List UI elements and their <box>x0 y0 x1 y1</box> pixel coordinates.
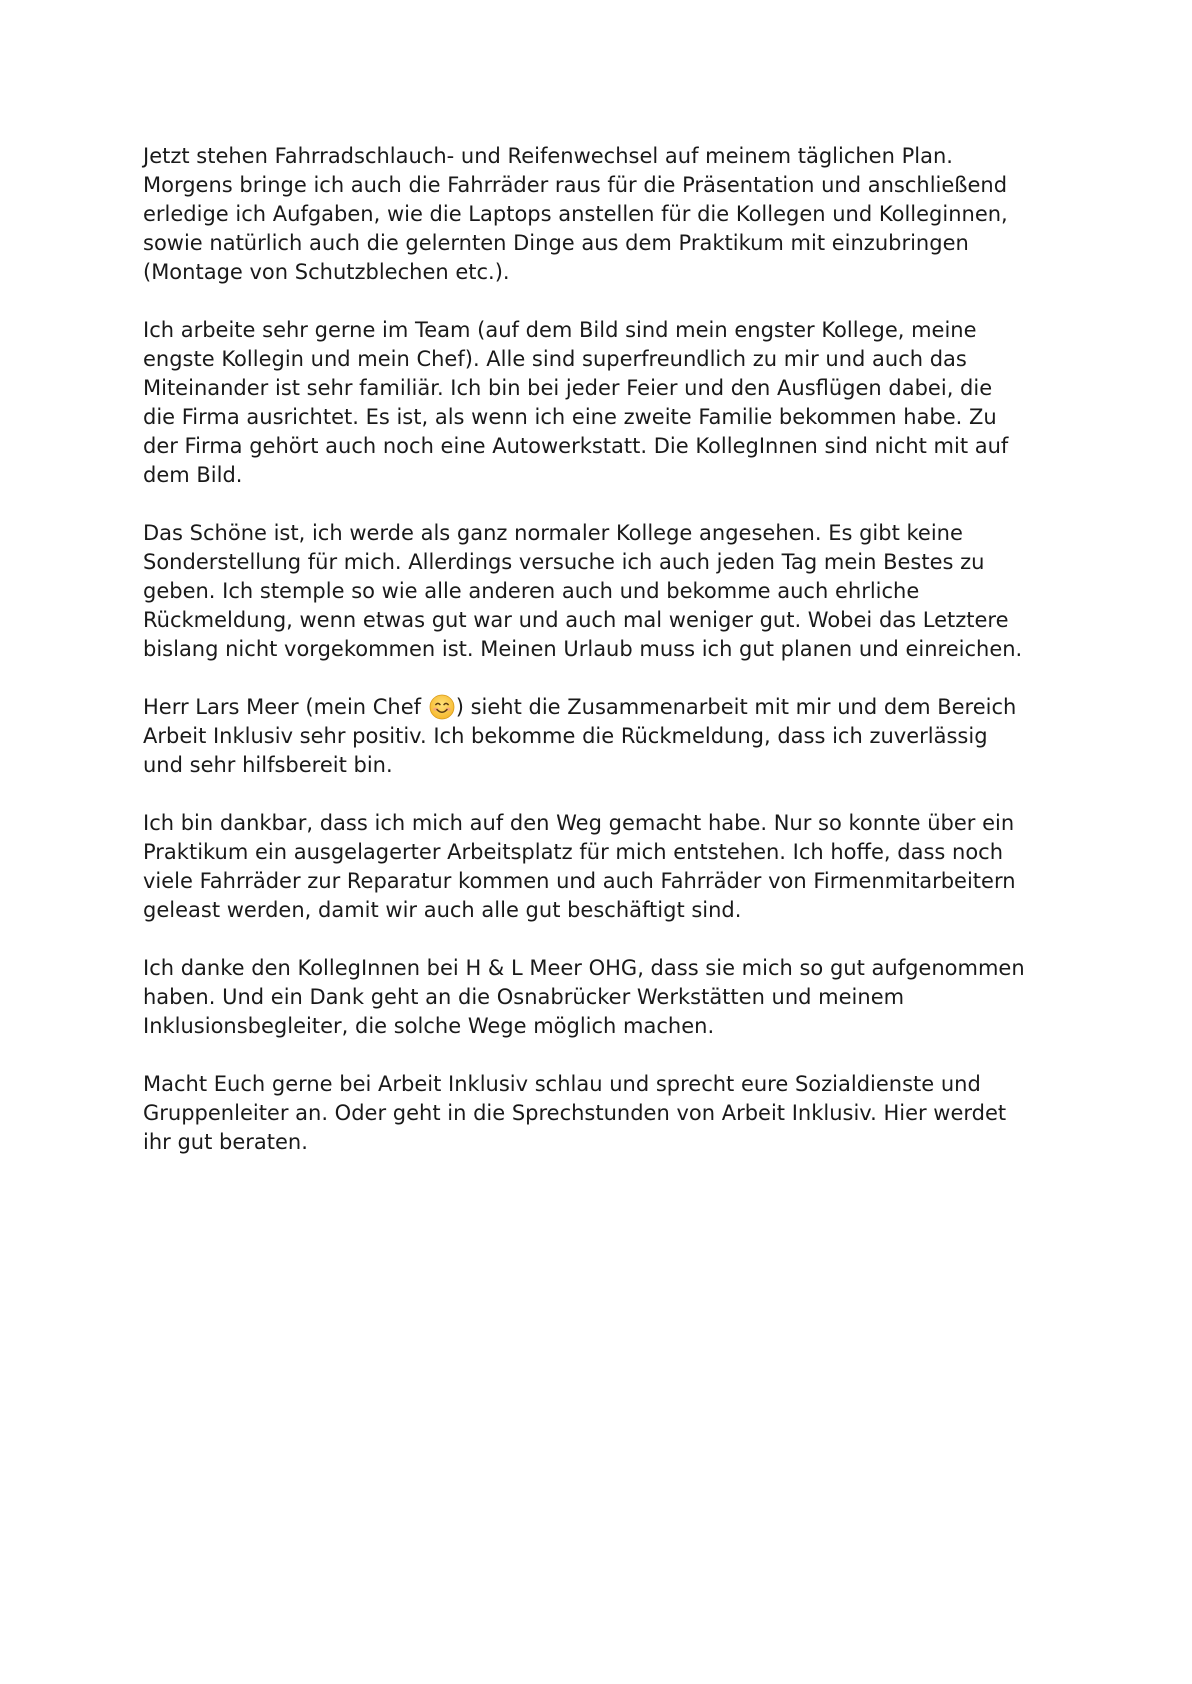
document-page <box>143 142 1083 1186</box>
text-segment: ) sieht die Zusammenarbeit mit mir und dem Bereich <box>455 695 1017 719</box>
text-line: Ich bin dankbar, dass ich mich auf den Weg gemacht habe. Nur so konnte über ein <box>143 811 1015 835</box>
text-line: (Montage von Schutzblechen etc.). <box>143 260 510 284</box>
text-line: Rückmeldung, wenn etwas gut war und auch mal weniger gut. Wobei das Letztere <box>143 608 1009 632</box>
text-line <box>143 693 1083 722</box>
text-line: viele Fahrräder zur Reparatur kommen und auch Fahrräder von Firmenmitarbeitern <box>143 869 1016 893</box>
text-line: haben. Und ein Dank geht an die Osnabrücker Werkstätten und meinem <box>143 985 905 1009</box>
text-line: bislang nicht vorgekommen ist. Meinen Urlaub muss ich gut planen und einreichen. <box>143 637 1023 661</box>
text-line: Ich arbeite sehr gerne im Team (auf dem Bild sind mein engster Kollege, meine <box>143 318 977 342</box>
text-line: geben. Ich stemple so wie alle anderen auch und bekomme auch ehrliche <box>143 579 920 603</box>
text-line: ihr gut beraten. <box>143 1130 308 1154</box>
text-line: Miteinander ist sehr familiär. Ich bin bei jeder Feier und den Ausflügen dabei, die <box>143 376 993 400</box>
text-line: Sonderstellung für mich. Allerdings versuche ich auch jeden Tag mein Bestes zu <box>143 550 985 574</box>
text-line: engste Kollegin und mein Chef). Alle sind superfreundlich zu mir und auch das <box>143 347 967 371</box>
paragraph-normal-colleague <box>143 519 1083 664</box>
text-segment: Herr Lars Meer (mein Chef <box>143 695 428 719</box>
text-line: Inklusionsbegleiter, die solche Wege möglich machen. <box>143 1014 715 1038</box>
text-line: Ich danke den KollegInnen bei H & L Meer OHG, dass sie mich so gut aufgenommen <box>143 956 1025 980</box>
text-line: erledige ich Aufgaben, wie die Laptops anstellen für die Kollegen und Kolleginnen, <box>143 202 1008 226</box>
text-line: Morgens bringe ich auch die Fahrräder raus für die Präsentation und anschließend <box>143 173 1008 197</box>
text-line: geleast werden, damit wir auch alle gut beschäftigt sind. <box>143 898 742 922</box>
text-line: Macht Euch gerne bei Arbeit Inklusiv schlau und sprecht eure Sozialdienste und <box>143 1072 981 1096</box>
text-line: der Firma gehört auch noch eine Autowerkstatt. Die KollegInnen sind nicht mit auf <box>143 434 1009 458</box>
paragraph-call-to-action <box>143 1070 1083 1157</box>
text-line: und sehr hilfsbereit bin. <box>143 753 393 777</box>
paragraph-thanks <box>143 954 1083 1041</box>
text-line: dem Bild. <box>143 463 243 487</box>
paragraph-team <box>143 316 1083 490</box>
text-line: die Firma ausrichtet. Es ist, als wenn ich eine zweite Familie bekommen habe. Zu <box>143 405 997 429</box>
paragraph-daily-tasks <box>143 142 1083 287</box>
text-line: Praktikum ein ausgelagerter Arbeitsplatz für mich entstehen. Ich hoffe, dass noch <box>143 840 1004 864</box>
smiling-face-emoji-icon <box>429 694 455 720</box>
text-line: sowie natürlich auch die gelernten Dinge aus dem Praktikum mit einzubringen <box>143 231 969 255</box>
text-line: Gruppenleiter an. Oder geht in die Sprechstunden von Arbeit Inklusiv. Hier werdet <box>143 1101 1007 1125</box>
text-line: Das Schöne ist, ich werde als ganz normaler Kollege angesehen. Es gibt keine <box>143 521 963 545</box>
paragraph-boss-feedback <box>143 693 1083 780</box>
text-line: Jetzt stehen Fahrradschlauch- und Reifenwechsel auf meinem täglichen Plan. <box>143 144 953 168</box>
paragraph-gratitude <box>143 809 1083 925</box>
text-line: Arbeit Inklusiv sehr positiv. Ich bekomme die Rückmeldung, dass ich zuverlässig <box>143 724 988 748</box>
